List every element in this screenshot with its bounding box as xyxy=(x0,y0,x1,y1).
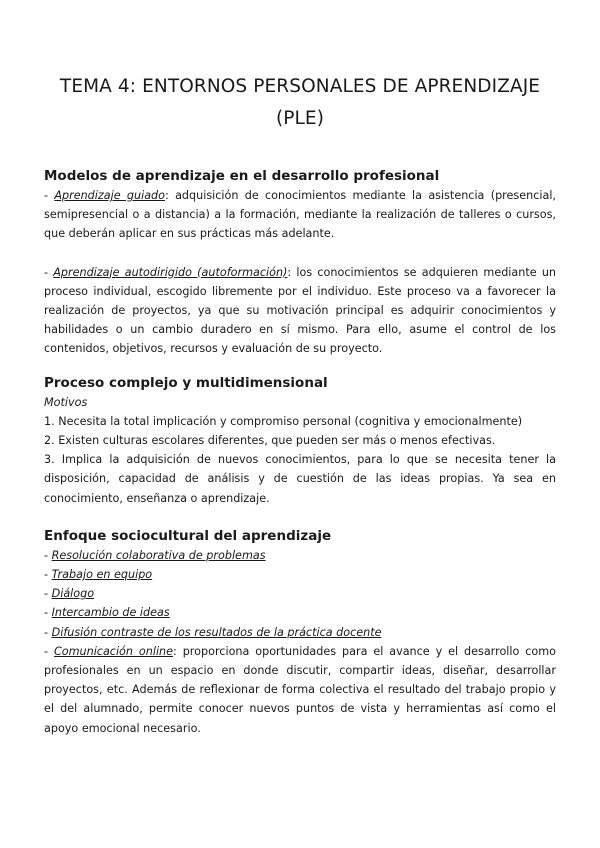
section-heading-modelos: Modelos de aprendizaje en el desarrollo profesional xyxy=(44,168,440,184)
list-item-label: Difusión contraste de los resultados de la práctica docente xyxy=(51,625,382,639)
term-comunicacion-online: Comunicación online xyxy=(53,644,174,658)
list-item xyxy=(44,584,556,603)
bullet-dash: - xyxy=(44,548,52,562)
term-aprendizaje-guiado: Aprendizaje guiado xyxy=(54,189,165,202)
bullet-dash: - xyxy=(44,265,54,279)
definition-text: : los conocimientos se adquieren mediante un proceso individual, escogido libremente por el individuo. Este proceso va a favorecer la realización de proyectos, ya que su motivación principal es adquirir conocimientos y habilidades o un cambio duradero en sí mismo. Para ello, asume el control de los contenidos, objetivos, recursos y evaluación de su proyecto. xyxy=(44,265,557,356)
list-item-label: Trabajo en equipo xyxy=(51,568,153,582)
document-body xyxy=(44,166,556,738)
definition-text: : proporciona oportunidades para el avance y el desarrollo como profesionales en un espacio en donde discutir, compartir ideas, diseñar, desarrollar proyectos, etc. Además de reflexionar de forma colectiva el resultado del trabajo propio y el del alumnado, permite conocer nuevos puntos de vista y herramientas así como el apoyo emocional necesario. xyxy=(44,644,556,735)
bullet-dash: - xyxy=(44,625,52,639)
list-item xyxy=(44,603,556,622)
list-item-label: Diálogo xyxy=(51,587,95,601)
list-item xyxy=(44,623,556,642)
list-item xyxy=(44,565,556,584)
term-aprendizaje-autodirigido: Aprendizaje autodirigido (autoformación) xyxy=(53,265,288,279)
list-item xyxy=(44,546,556,565)
bullet-dash: - xyxy=(44,587,52,601)
title-line-1: TEMA 4: ENTORNOS PERSONALES DE APRENDIZAJE xyxy=(59,76,541,97)
bullet-dash: - xyxy=(44,189,55,202)
paragraph-aprendizaje-autodirigido xyxy=(44,263,556,359)
list-item-label: Intercambio de ideas xyxy=(51,606,170,620)
paragraph-comunicacion-online xyxy=(44,642,556,738)
title-line-2: (PLE) xyxy=(275,108,325,129)
list-item: 3. Implica la adquisición de nuevos conocimientos, para lo que se necesita tener la disposición, capacidad de análisis y de cuestión de las ideas propias. Ya sea en conocimiento, enseñanza o aprendizaje. xyxy=(44,453,556,505)
paragraph-aprendizaje-guiado xyxy=(44,186,556,244)
list-item: 2. Existen culturas escolares diferentes, que pueden ser más o menos efectivas. xyxy=(44,434,496,448)
bullet-dash: - xyxy=(44,568,52,582)
section-heading-enfoque: Enfoque sociocultural del aprendizaje xyxy=(44,527,332,544)
bullet-dash: - xyxy=(44,644,54,658)
list-item: 1. Necesita la total implicación y compromiso personal (cognitiva y emocionalmente) xyxy=(44,414,523,428)
list-item-label: Resolución colaborativa de problemas xyxy=(51,548,266,562)
subheading-motivos: Motivos xyxy=(44,395,88,409)
section-heading-proceso: Proceso complejo y multidimensional xyxy=(44,374,328,391)
definition-text: : adquisición de conocimientos mediante la asistencia (presencial, semipresencial o a distancia) a la formación, mediante la realización de talleres o cursos, que deberán aplicar en sus prácticas más adelante. xyxy=(44,189,556,241)
bullet-dash: - xyxy=(44,606,52,620)
page-title xyxy=(30,71,570,135)
